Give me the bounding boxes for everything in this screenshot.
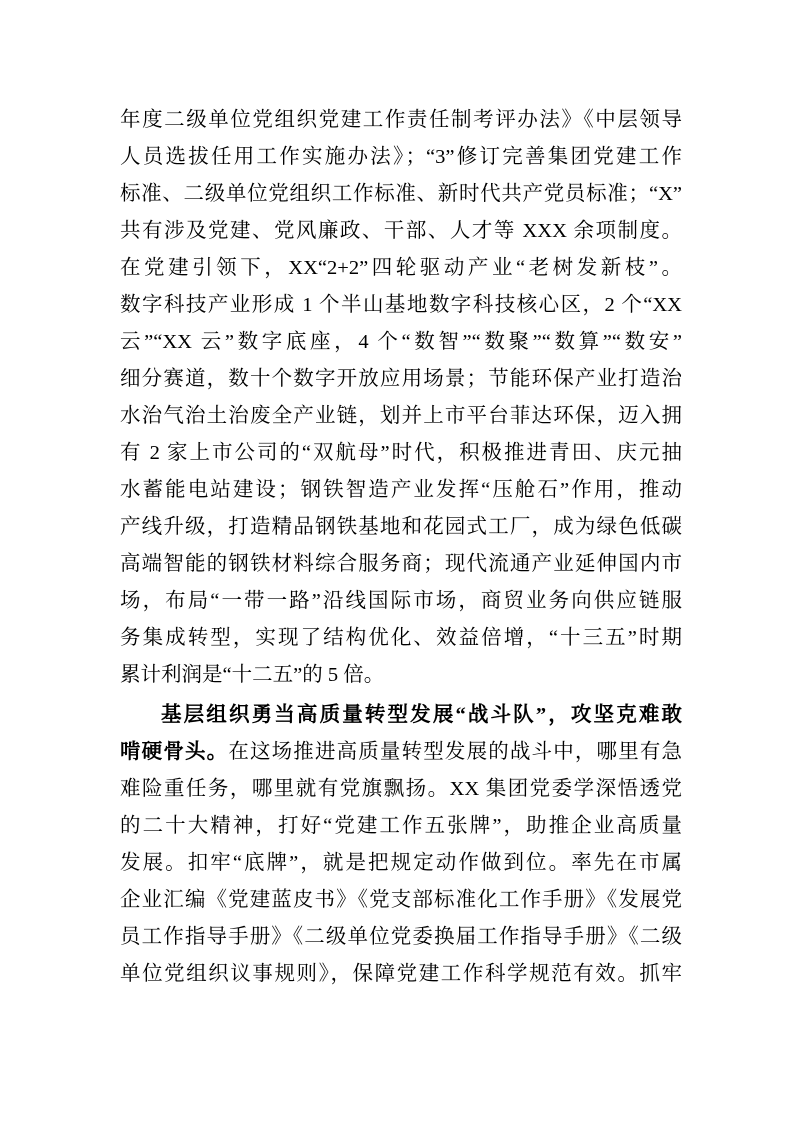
text-span: 在这场推进高质量转型发展的战斗中，哪里有急 (228, 741, 682, 763)
text-line: 年度二级单位党组织党建工作责任制考评办法》《中层领导 (120, 109, 682, 131)
text-line: 难险重任务，哪里就有党旗飘扬。XX 集团党委学深悟透党 (120, 778, 682, 800)
text-line: 的二十大精神，打好“党建工作五张牌”，助推企业高质量 (120, 815, 682, 837)
document-page (120, 102, 682, 993)
text-line: 共有涉及党建、党风廉政、干部、人才等 XXX 余项制度。 (120, 220, 682, 242)
text-line: 单位党组织议事规则》，保障党建工作科学规范有效。抓牢 (120, 963, 682, 985)
text-line: 务集成转型，实现了结构优化、效益倍增，“十三五”时期 (120, 627, 682, 649)
paragraph-industry (120, 102, 682, 694)
text-line: 发展。扣牢“底牌”，就是把规定动作做到位。率先在市属 (120, 852, 682, 874)
text-line: 有 2 家上市公司的“双航母”时代，积极推进青田、庆元抽 (120, 442, 682, 464)
text-line (120, 697, 682, 734)
text-line: 高端智能的钢铁材料综合服务商；现代流通产业延伸国内市 (120, 553, 682, 575)
bold-heading: 基层组织勇当高质量转型发展“战斗队”，攻坚克难敢 (161, 704, 682, 726)
bold-heading-end: 啃硬骨头。 (120, 741, 229, 763)
text-line: 水蓄能电站建设；钢铁智造产业发挥“压舱石”作用，推动 (120, 479, 682, 501)
text-line: 水治气治土治废全产业链，划并上市平台菲达环保，迈入拥 (120, 405, 682, 427)
text-line: 云”“XX 云”数字底座，4 个“数智”“数聚”“数算”“数安” (120, 331, 682, 353)
text-line: 细分赛道，数十个数字开放应用场景；节能环保产业打造治 (120, 368, 682, 390)
text-line: 数字科技产业形成 1 个半山基地数字科技核心区，2 个“XX (120, 294, 682, 316)
text-line (120, 734, 682, 771)
text-line: 场，布局“一带一路”沿线国际市场，商贸业务向供应链服 (120, 590, 682, 612)
text-line: 标准、二级单位党组织工作标准、新时代共产党员标准；“X” (120, 183, 682, 205)
text-line: 员工作指导手册》《二级单位党委换届工作指导手册》《二级 (120, 926, 682, 948)
text-line: 产线升级，打造精品钢铁基地和花园式工厂，成为绿色低碳 (120, 516, 682, 538)
text-line: 人员选拔任用工作实施办法》；“3”修订完善集团党建工作 (120, 146, 682, 168)
paragraph-grassroots (120, 697, 682, 993)
text-line: 在党建引领下，XX“2+2”四轮驱动产业“老树发新枝”。 (120, 257, 682, 279)
text-line: 企业汇编《党建蓝皮书》《党支部标准化工作手册》《发展党 (120, 889, 682, 911)
text-line: 累计利润是“十二五”的 5 倍。 (120, 664, 385, 686)
